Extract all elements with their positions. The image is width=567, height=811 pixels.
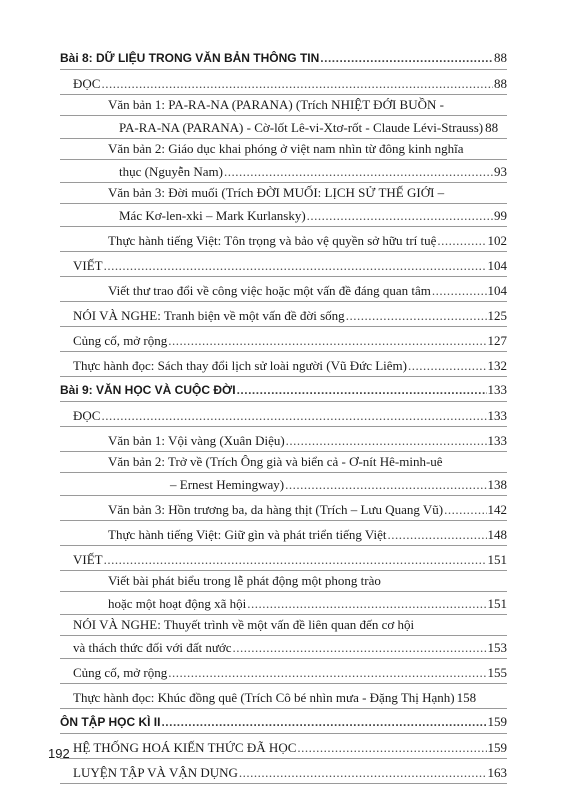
toc-entry	[60, 473, 507, 496]
toc-review	[60, 709, 507, 734]
toc-title: Viết thư trao đổi về công việc hoặc một vấn đề đáng quan tâm	[108, 283, 431, 298]
toc-entry	[60, 546, 507, 571]
toc-page: 159	[487, 740, 507, 755]
toc-title-line1: Viết bài phát biểu trong lễ phát động một phong trào	[108, 573, 381, 588]
toc-entry	[60, 327, 507, 352]
toc-page: 151	[487, 552, 507, 567]
toc-entry	[60, 70, 507, 95]
toc-entry-first-line	[60, 183, 507, 204]
toc-page: 127	[487, 333, 507, 348]
toc-title: ÔN TẬP HỌC KÌ II	[60, 715, 161, 729]
toc-entry	[60, 352, 507, 377]
toc-title: Thực hành đọc: Khúc đồng quê (Trích Cô bé nhìn mưa - Đặng Thị Hạnh)	[73, 690, 455, 705]
table-of-contents	[60, 45, 507, 784]
toc-lesson-8	[60, 45, 507, 70]
toc-page: 132	[487, 358, 507, 373]
toc-title-line1: NÓI VÀ NGHE: Thuyết trình về một vấn đề liên quan đến cơ hội	[73, 617, 415, 632]
toc-page: 88	[485, 120, 499, 135]
toc-entry-first-line	[60, 571, 507, 592]
toc-entry	[60, 252, 507, 277]
toc-title: và thách thức đối với đất nước	[73, 640, 232, 655]
toc-lesson-9	[60, 377, 507, 402]
toc-title: Thực hành tiếng Việt: Giữ gìn và phát triển tiếng Việt	[108, 527, 387, 542]
toc-page: 104	[487, 258, 507, 273]
toc-title-line1: Văn bản 2: Trở về (Trích Ông già và biển cả - Ơ-nít Hê-minh-uê	[108, 454, 443, 469]
toc-page: 148	[487, 527, 507, 542]
toc-title: Củng cố, mở rộng	[73, 333, 168, 348]
toc-page: 133	[487, 408, 507, 423]
toc-entry-first-line	[60, 615, 507, 636]
toc-page: 159	[487, 714, 507, 729]
toc-page: 133	[487, 382, 507, 397]
toc-entry	[60, 592, 507, 615]
toc-page: 102	[487, 233, 507, 248]
toc-page: 104	[487, 283, 507, 298]
toc-title: Bài 8: DỮ LIỆU TRONG VĂN BẢN THÔNG TIN	[60, 51, 320, 65]
toc-entry	[60, 302, 507, 327]
toc-page: 151	[487, 596, 507, 611]
toc-title: ĐỌC	[73, 408, 101, 423]
toc-page: 125	[487, 308, 507, 323]
toc-title: LUYỆN TẬP VÀ VẬN DỤNG	[73, 765, 238, 780]
toc-page: 88	[494, 76, 507, 91]
toc-page: 153	[487, 640, 507, 655]
toc-entry	[60, 759, 507, 784]
toc-title: hoặc một hoạt động xã hội	[108, 596, 247, 611]
toc-entry-first-line	[60, 139, 507, 160]
toc-entry	[60, 734, 507, 759]
toc-entry	[60, 277, 507, 302]
toc-title: – Ernest Hemingway)	[170, 477, 285, 492]
toc-entry	[60, 521, 507, 546]
toc-entry	[60, 427, 507, 452]
toc-title: VIẾT	[73, 258, 103, 273]
toc-entry	[60, 402, 507, 427]
toc-title: Bài 9: VĂN HỌC VÀ CUỘC ĐỜI	[60, 383, 236, 397]
toc-entry	[60, 227, 507, 252]
toc-page: 138	[487, 477, 507, 492]
toc-title: NÓI VÀ NGHE: Tranh biện về một vấn đề đời sống	[73, 308, 345, 323]
page-number: 192	[48, 746, 70, 761]
toc-title: Mác Kơ-len-xki – Mark Kurlansky)	[119, 208, 306, 223]
toc-title: HỆ THỐNG HOÁ KIẾN THỨC ĐÃ HỌC	[73, 740, 297, 755]
toc-page: 99	[494, 208, 507, 223]
toc-page: 93	[494, 164, 507, 179]
toc-page: 88	[494, 50, 507, 65]
toc-title: VIẾT	[73, 552, 103, 567]
toc-entry-first-line	[60, 452, 507, 473]
toc-entry	[60, 684, 507, 709]
toc-entry	[60, 204, 507, 227]
toc-page: 163	[487, 765, 507, 780]
toc-page: 133	[487, 433, 507, 448]
toc-title: Thực hành đọc: Sách thay đổi lịch sử loài người (Vũ Đức Liêm)	[73, 358, 407, 373]
toc-title: Củng cố, mở rộng	[73, 665, 168, 680]
toc-page: 155	[487, 665, 507, 680]
toc-entry	[60, 636, 507, 659]
toc-title: Văn bản 3: Hồn trương ba, da hàng thịt (Trích – Lưu Quang Vũ)	[108, 502, 444, 517]
toc-entry	[60, 116, 507, 139]
toc-title: Văn bản 1: Vội vàng (Xuân Diệu)	[108, 433, 285, 448]
toc-title: PA-RA-NA (PARANA) - Cờ-lốt Lê-vi-Xtơ-rốt - Claude Lévi-Strauss)	[119, 120, 484, 135]
toc-title-line1: Văn bản 1: PA-RA-NA (PARANA) (Trích NHIỆT ĐỚI BUỒN -	[108, 97, 444, 112]
toc-title-line1: Văn bản 3: Đời muối (Trích ĐỜI MUỐI: LỊCH SỬ THẾ GIỚI –	[108, 185, 445, 200]
toc-entry-first-line	[60, 95, 507, 116]
toc-title: ĐỌC	[73, 76, 101, 91]
toc-entry	[60, 659, 507, 684]
toc-title: Thực hành tiếng Việt: Tôn trọng và bảo vệ quyền sở hữu trí tuệ	[108, 233, 437, 248]
toc-page: 142	[487, 502, 507, 517]
toc-title-line1: Văn bản 2: Giáo dục khai phóng ở việt nam nhìn từ đông kinh nghĩa	[108, 141, 464, 156]
toc-title: thục (Nguyễn Nam)	[119, 164, 223, 179]
toc-entry	[60, 160, 507, 183]
toc-entry	[60, 496, 507, 521]
toc-page: 158	[456, 690, 477, 705]
